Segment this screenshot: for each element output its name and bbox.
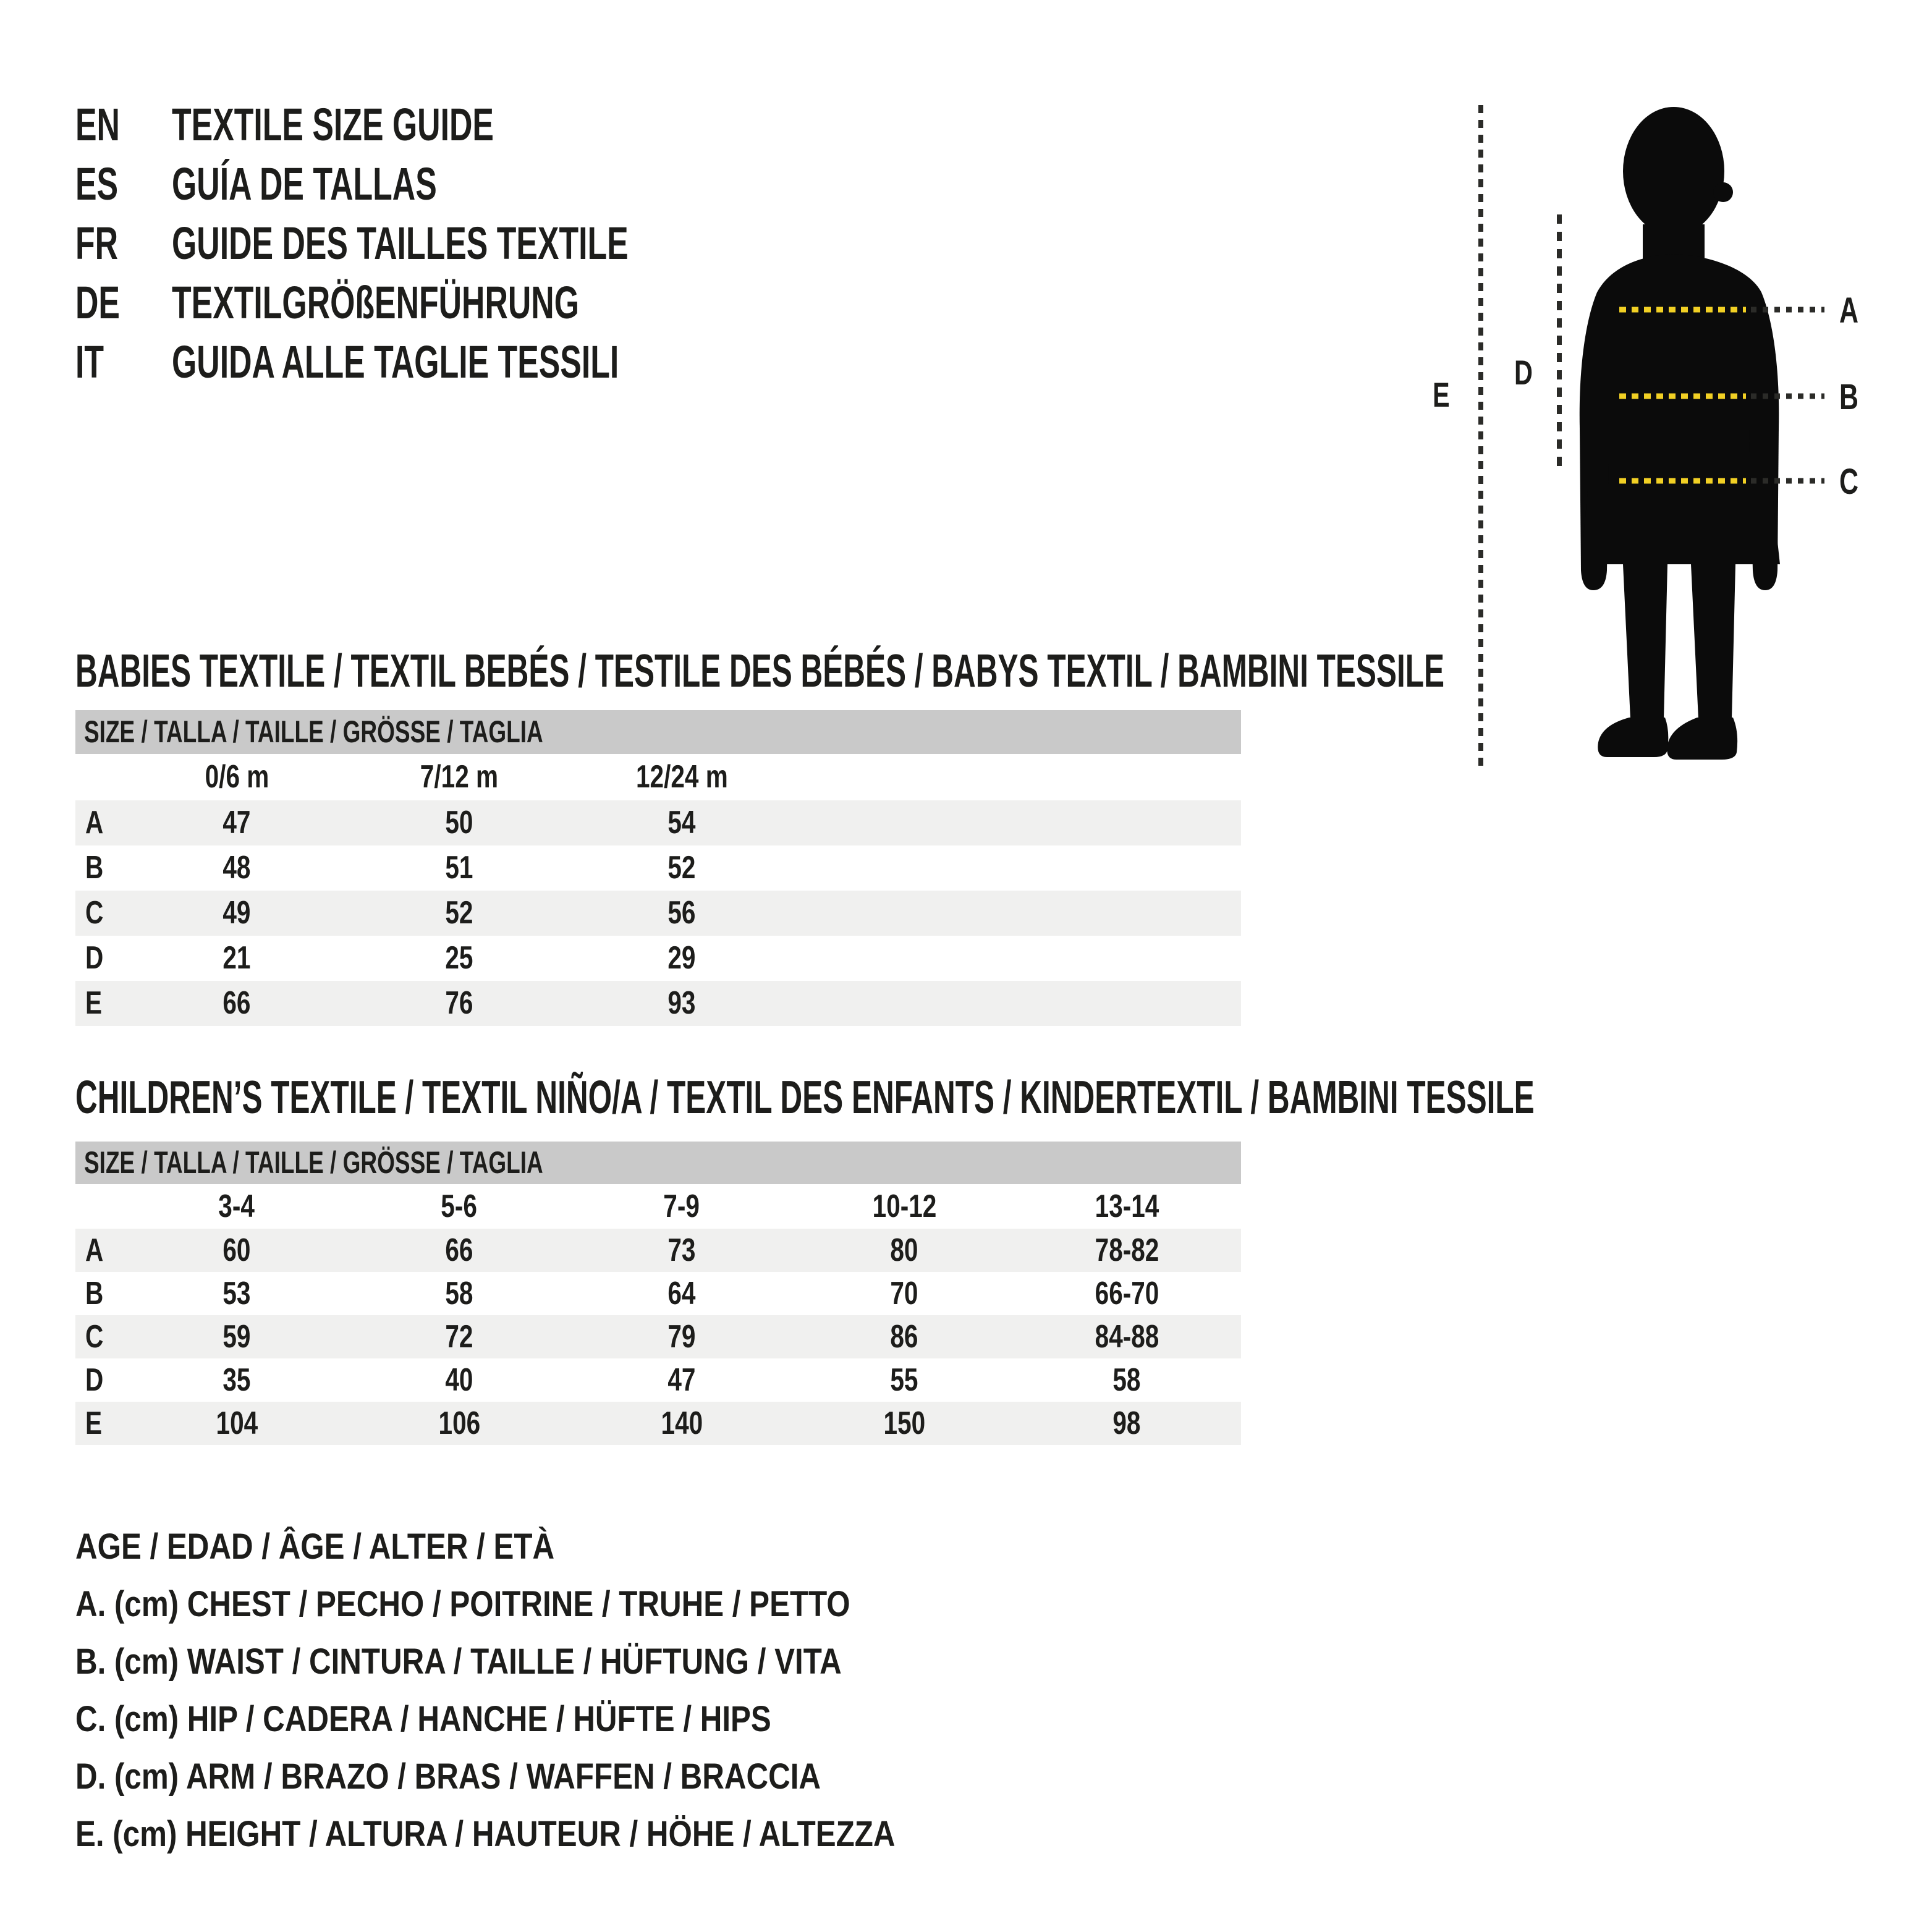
size-value: 66-70 [1095, 1276, 1159, 1311]
table-row [75, 800, 1241, 845]
language-title: GUIDA ALLE TAGLIE TESSILI [172, 336, 619, 388]
size-value: 73 [667, 1232, 696, 1268]
size-value: 72 [445, 1319, 473, 1355]
row-label: C [85, 895, 104, 931]
size-value: 40 [445, 1362, 473, 1398]
legend-line: B. (cm) WAIST / CINTURA / TAILLE / HÜFTUNG / VITA [75, 1642, 842, 1682]
size-value: 50 [445, 805, 473, 841]
legend-line: A. (cm) CHEST / PECHO / POITRINE / TRUHE / PETTO [75, 1584, 850, 1624]
measure-label-b: B [1839, 376, 1858, 417]
size-value: 64 [667, 1276, 696, 1311]
size-value: 49 [222, 895, 251, 931]
column-header: 10-12 [872, 1188, 936, 1224]
silhouette-left-shoe [1598, 718, 1668, 757]
size-value: 106 [438, 1405, 480, 1441]
measure-label-c: C [1839, 461, 1858, 502]
table-row [75, 1229, 1241, 1272]
silhouette-shirt [1580, 254, 1779, 485]
row-label: C [85, 1319, 104, 1355]
language-code: EN [75, 99, 120, 150]
column-header: 13-14 [1095, 1188, 1159, 1224]
size-value: 93 [667, 985, 696, 1021]
size-value: 58 [1112, 1362, 1141, 1398]
size-value: 86 [890, 1319, 918, 1355]
legend-line: D. (cm) ARM / BRAZO / BRAS / WAFFEN / BRACCIA [75, 1756, 821, 1797]
children-size-table [75, 1142, 1241, 1445]
row-label: D [85, 1362, 104, 1398]
table-row [75, 1358, 1241, 1402]
column-header: 12/24 m [635, 759, 728, 795]
row-label: E [85, 1405, 103, 1441]
silhouette-shorts [1581, 484, 1780, 564]
table-row [75, 1315, 1241, 1358]
size-value: 140 [661, 1405, 703, 1441]
legend-line: E. (cm) HEIGHT / ALTURA / HAUTEUR / HÖHE / ALTEZZA [75, 1814, 896, 1854]
table-row [75, 1272, 1241, 1315]
size-value: 55 [890, 1362, 918, 1398]
size-value: 35 [222, 1362, 251, 1398]
size-value: 47 [222, 805, 251, 841]
table-row [75, 981, 1241, 1026]
size-value: 79 [667, 1319, 696, 1355]
size-value: 76 [445, 985, 473, 1021]
size-value: 58 [445, 1276, 473, 1311]
language-code: ES [75, 158, 119, 210]
silhouette-ear [1713, 182, 1733, 202]
babies-size-table [75, 710, 1241, 1026]
size-value: 53 [222, 1276, 251, 1311]
row-label: B [85, 850, 104, 886]
column-header: 7/12 m [420, 759, 499, 795]
size-value: 47 [667, 1362, 696, 1398]
language-title: TEXTILGRÖßENFÜHRUNG [172, 277, 579, 328]
measure-label-e: E [1433, 375, 1450, 415]
size-value: 98 [1112, 1405, 1141, 1441]
row-label: A [85, 805, 104, 841]
row-label: D [85, 940, 104, 976]
children-section-heading: CHILDREN’S TEXTILE / TEXTIL NIÑO/A / TEXTIL DES ENFANTS / KINDERTEXTIL / BAMBINI TESSILE [75, 1071, 1535, 1123]
table-header-bar: SIZE / TALLA / TAILLE / GRÖSSE / TAGLIA [75, 1142, 1241, 1184]
column-header: 5-6 [441, 1188, 478, 1224]
row-label: E [85, 985, 103, 1021]
column-header-row [75, 1184, 1241, 1229]
size-value: 56 [667, 895, 696, 931]
column-header: 3-4 [218, 1188, 255, 1224]
size-value: 66 [222, 985, 251, 1021]
size-value: 21 [222, 940, 251, 976]
table-header-bar: SIZE / TALLA / TAILLE / GRÖSSE / TAGLIA [75, 710, 1241, 754]
size-value: 29 [667, 940, 696, 976]
babies-section-heading: BABIES TEXTILE / TEXTIL BEBÉS / TESTILE DES BÉBÉS / BABYS TEXTIL / BAMBINI TESSILE [75, 645, 1444, 697]
size-value: 25 [445, 940, 473, 976]
table-row [75, 936, 1241, 981]
size-value: 52 [667, 850, 696, 886]
size-value: 48 [222, 850, 251, 886]
table-row [75, 845, 1241, 891]
language-code: DE [75, 277, 120, 328]
legend-line: AGE / EDAD / ÂGE / ALTER / ETÀ [75, 1527, 555, 1567]
size-value: 66 [445, 1232, 473, 1268]
column-header: 0/6 m [205, 759, 269, 795]
size-value: 52 [445, 895, 473, 931]
row-label: A [85, 1232, 104, 1268]
language-code: FR [75, 218, 119, 269]
table-row [75, 891, 1241, 936]
size-value: 80 [890, 1232, 918, 1268]
column-header-row [75, 754, 1241, 800]
measure-label-a: A [1839, 290, 1858, 331]
size-value: 104 [216, 1405, 258, 1441]
size-value: 51 [445, 850, 473, 886]
legend-line: C. (cm) HIP / CADERA / HANCHE / HÜFTE / HIPS [75, 1699, 771, 1739]
language-title: TEXTILE SIZE GUIDE [172, 99, 494, 150]
language-title: GUÍA DE TALLAS [172, 158, 437, 210]
row-label: B [85, 1276, 104, 1311]
size-value: 84-88 [1095, 1319, 1159, 1355]
silhouette-head [1623, 107, 1724, 235]
size-value: 70 [890, 1276, 918, 1311]
size-value: 60 [222, 1232, 251, 1268]
size-value: 150 [883, 1405, 925, 1441]
table-row [75, 1402, 1241, 1445]
column-header: 7-9 [663, 1188, 700, 1224]
silhouette-right-shoe [1667, 718, 1737, 760]
measure-label-d: D [1514, 353, 1533, 392]
size-value: 78-82 [1095, 1232, 1159, 1268]
language-title: GUIDE DES TAILLES TEXTILE [172, 218, 629, 269]
size-value: 59 [222, 1319, 251, 1355]
size-value: 54 [667, 805, 696, 841]
language-code: IT [75, 336, 104, 388]
